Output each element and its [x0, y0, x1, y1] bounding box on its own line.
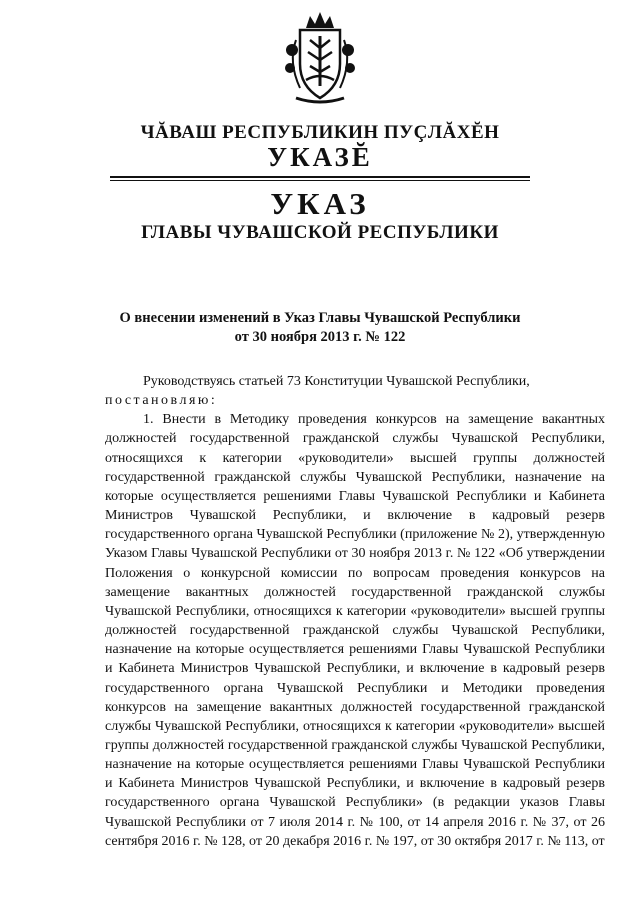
decree-subject [0, 309, 640, 347]
body-intro: Руководствуясь статьей 73 Конституции Чувашской Республики, [143, 374, 530, 389]
decree-body [105, 372, 605, 851]
chuvash-header-line: ЧĂВАШ РЕСПУБЛИКИН ПУÇЛĂХĔН [140, 122, 500, 143]
body-item-1: 1. Внести в Методику проведения конкурсов на замещение вакантных должностей государственной гражданской службы Чувашской Республики, относящихся к категории «руководители» высшей группы должностей государственной гражданской службы Чувашской Республики, назначение на которые осуществляется решениями Главы Чувашской Республики и Кабинета Министров Чувашской Республики, и включение в кадровый резерв государственного органа Чувашской Республики (приложение № 2), утвержденную Указом Главы Чувашской Республики от 30 ноября 2013 г. № 122 «Об утверждении Положения о конкурсной комиссии по вопросам проведения конкурсов на замещение вакантных должностей государственной гражданской службы Чувашской Республики, относящихся к категории «руководители» высшей группы должностей государственной гражданской службы Чувашской Республики, назначение на которые осуществляется решениями Главы Чувашской Республики и Кабинета Министров Чувашской Республики, и включение в кадровый резерв государственного органа Чувашской Республики и Методики проведения конкурсов на замещение вакантных должностей государственной гражданской службы Чувашской Республики, относящихся к категории «руководители» высшей группы должностей государственной гражданской службы Чувашской Республики, назначение на которые осуществляется решениями Главы Чувашской Республики и Кабинета Министров Чувашской Республики, и включение в кадровый резерв государственного органа Чувашской Республики» (в редакции указов Главы Чувашской Республики от 7 июля 2014 г. № 100, от 14 апреля 2016 г. № 37, от 26 сентября 2016 г. № 128, от 20 декабря 2016 г. № 197, от 30 октября 2017 г. № 113, от [105, 412, 605, 849]
body-postanovlyayu: постановляю: [105, 393, 218, 409]
russian-glavy-line: ГЛАВЫ ЧУВАШСКОЙ РЕСПУБЛИКИ [141, 222, 499, 243]
header-divider-thick [110, 176, 530, 178]
header-divider-thin [110, 180, 530, 181]
chuvash-emblem-icon [282, 6, 358, 110]
subject-line-1: О внесении изменений в Указ Главы Чувашской Республики [119, 310, 521, 326]
subject-line-2: от 30 ноября 2013 г. № 122 [234, 329, 406, 345]
chuvash-ukaze-title: УКАЗĔ [267, 142, 373, 172]
russian-ukaz-title: УКАЗ [270, 186, 370, 221]
